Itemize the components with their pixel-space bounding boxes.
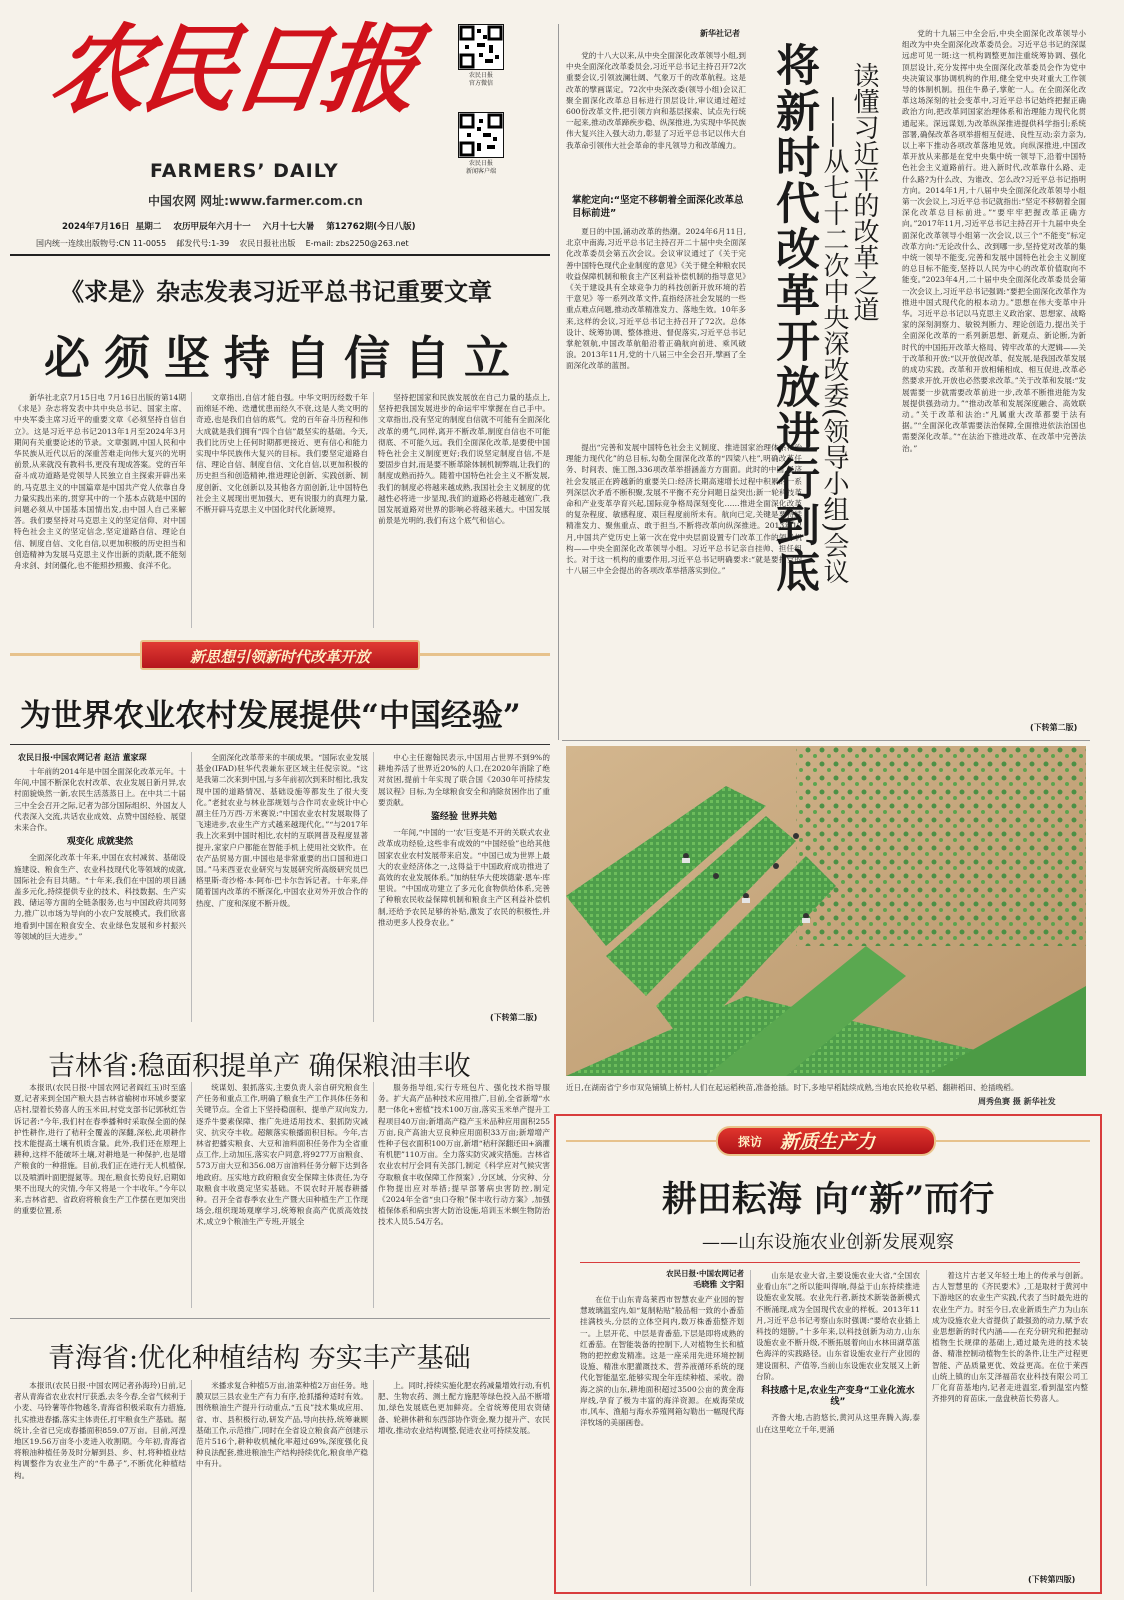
jilin-column-3: 服务指导组,实行专班包片、强化技术指导服务。扩大高产品种技术应用推广,目前,全省新增“水肥一体化+密植”技术100万亩,落实玉米单产提升工程项目40万亩;新增高产稳产玉米品种应用面积255万亩,良产高油大豆良种应用面积33万亩;新增增产性种子包衣面积100万亩,新增“秸秆深翻还田+滴灌有机肥”110万亩。全力落实防灾减灾措施。吉林省农业农村厅会同有关部门,制定《科学应对气候灾害夺取粮食丰收保障工作预案》,分区域、分灾种、分作物提出应对举措;提早部署病虫害防控,制定《2024年全省“虫口夺粮”保丰收行动方案》,加强植保体系和病虫害大防治设施,培训玉米螟生物防治技术人员5.54万名。 [378, 1083, 550, 1227]
world-subhead-2: 鉴经验 世界共勉 [430, 812, 498, 823]
date-line: 2024年7月16日 星期二 农历甲辰年六月十一 六月十七大暑 第12762期(今日八版) [62, 222, 416, 232]
qr-label-wechat: 农民日报 官方微信 [468, 72, 493, 87]
info-line: 国内统一连续出版物号:CN 11-0055 邮发代号:1-39 农民日报社出版 E-mail: zbs2250@263.net [36, 239, 409, 248]
qinghai-column-3: 上。同时,持续实施化肥农药减量增效行动,有机肥、生物农药、测土配方施肥等绿色投入品不断增加,绿色发展底色更加鲜亮。全省统筹使用农资储备、轮耕休耕和东西部协作资金,聚力提升产、农民增收,推动农业结构调整,促进农业可持续发展。 [378, 1381, 550, 1435]
photo-caption: 近日,在湖南省宁乡市双凫铺镇上桥村,人们在起运稻秧苗,准备抢插。时下,多地早稻陆续成熟,当地农民抢收早稻、翻耕稻田、抢插晚稻。 [566, 1083, 1019, 1092]
photo-credit: 周秀鱼赛 摄 新华社发 [978, 1097, 1056, 1106]
reform-column-3: 党的十九届三中全会后,中央全面深化改革领导小组改为中央全面深化改革委员会。习近平总书记的深谋远虑可见一斑:这一机构调整更加注重统筹协调、强化顶层设计,充分发挥中央全面深化改革委员会作为党中央决策议事协调机构的作用,健全党中央对重大工作领导的体制机制。扭住牛鼻子,掌舵一人。在全面深化改革这场深刻的社会变革中,习近平总书记始终把握正确政治方向,把改革同国家治理体系和治理能力现代化贯通起来。深远谋划,为改革纵深推进提供科学指引;系统部署,确保改革各项举措相互促进、良性互动;亲力亲为,以上率下推动各项改革落地见效。向纵深推进,中国改革开放从来都是在党中央集中统一领导下,沿着中国特色社会主义道路前行。进入新时代,改革靠什么路、走什么路?为什么改、为谁改、怎么改?习近平总书记指明方向。2014年1月,十八届中央全面深化改革领导小组第一次会议上,习近平总书记就指出:“坚定不移朝着全面深化改革总目标前进。”“要牢牢把握改革正确方向。”2017年11月,习近平总书记主持召开十九届中央全面深化改革领导小组第一次会议,以三个“不能变”标定改革方向:“无论改什么、改到哪一步,坚持党对改革的集中统一领导不能变,完善和发展中国特色社会主义制度的总目标不能变,坚持以人民为中心的改革价值取向不能变。”2023年4月,二十届中央全面深化改革委员会第一次会议上,习近平总书记强调:“要把全面深化改革作为推进中国式现代化的根本动力。”思想在伟大变革中升华。习近平总书记以马克思主义政治家、思想家、战略家的深刻洞察力、敏锐判断力、理论创造力,提出关于全面深化改革的一系列新思想、新观点、新论断,为新时代的中国拓开改革大格局、铸牢改革的大逻辑——关于改革和开放:“以开放促改革、促发展,是我国改革发展的成功实践。改革和开放相辅相成、相互促进,改革必然要求开放,开放也必然要求改革。”关于改革和发展:“发展需要一步就需要改革前进一步,改革不断推进能为发展提供强劲动力。”“推动改革和发展深度融合、高效联动。”关于改革和法治:“凡属重大改革都要于法有据。”“全面深化改革需要法治保障,全面推进依法治国也需要深化改革。”“在法治下推进改革、在改革中完善法治。” [902, 29, 1086, 453]
tanfang-ribbon [566, 1124, 1090, 1158]
tanfang-byline [584, 1268, 744, 1290]
tanfang-headline: 耕田耘海 向“新”而行 [661, 1179, 995, 1220]
jilin-headline: 吉林省:稳面积提单产 确保粮油丰收 [48, 1051, 471, 1082]
lead-column-1: 新华社北京7月15日电 7月16日出版的第14期《求是》杂志将发表中共中央总书记、国家主席、中央军委主席习近平的重要文章《必须坚持自信自立》。这是习近平总书记2013年1月至2024年3月期间有关重要论述的节录。文章强调,中国人民和中华民族从近代以后的深重苦难走向伟大复兴的光明前景,从来就没有教科书,更没有现成答案。党的百年奋斗成功道路是党领导人民独立自主探索开辟出来的,马克思主义的中国篇章是中国共产党人依靠自身力量实践出来的,贯穿其中的一个基本点就是中国的问题必须从中国基本国情出发,由中国人自己来解答。我们要坚持对马克思主义的坚定信仰、对中国特色社会主义的坚定信念,坚定道路自信、理论自信、制度自信、文化自信,以更加积极的历史担当和创造精神为发展马克思主义作出新的贡献,既不能刻舟求剑、封闭僵化,也不能照抄照搬、食洋不化。 [14, 393, 186, 571]
tanfang-column-1: 在位于山东青岛莱西市智慧农业产业园的智慧玻璃温室内,如“复制粘贴”般品相一致的小番茄挂满枝头,分层的立体空间内,数万株番茄整齐划一。上层开花、中层是青番茄,下层是即将成熟的红番茄。在智能装备的控制下,人对植物生长和植物的把控愈发精准。这是一座采用先进环境控制设施、精准水肥灌溉技术、营养液循环系统的现代化智能温室,能够实现全年连续种植、采收。渤海之滨的山东,耕地面积超过3500公亩的黄金海岸线,孕育了极为丰富的海洋资源。在威海荣成市,风车、渔船与海水养殖网箱勾勒出一幅现代海洋牧场的美丽画卷。 [580, 1295, 744, 1428]
tanfang-column-2: 山东是农业大省,主要设施农业大省,“全国农业看山东”之所以能叫得响,得益于山东持续推进设施农业发展。农业先行者,新技术新装备新模式不断涌现,成为全国现代农业的样板。2013年11月,习近平总书记考察山东时强调:“要给农业插上科技的翅膀。”十多年来,以科技创新为动力,山东设施农业不断升级,不断拓展着向山水林田湖草蓝色海洋的实践路径。山东省设施农业行产业园的建设面积、产值等,当前山东设施农业发展又上新台阶。 科技感十足,农业生产变身“工业化流水线” 齐鲁大地,古韵悠长,黄河从这里奔腾入海,泰山在这里屹立千年,更涌 [756, 1271, 920, 1434]
world-headline: 为世界农业农村发展提供“中国经验” [20, 698, 521, 734]
tanfang-column-3: 着这片古老又年轻土地上的传承与创新。古人智慧里的《齐民要术》,工是取材于黄河中下游地区的农业生产实践,代表了当时最先进的农业生产力。时至今日,农业新质生产力为山东成为设施农业大省提供了最强劲的动力,赋予农业思想新的时代内涵——在充分研究和把握动植物生长规律的基础上,通过最先进的技术装备、精准控制动植物生长的条件,让生产过程更智能、产品质量更优、效益更高。在位于莱西山统上镇的山东艾泽福苗农业科技有限公司工厂化育苗基地内,记者走进温室,看到温室内整齐排列的育苗床,一盘盘秧苗长势喜人。 [932, 1271, 1088, 1404]
reform-byline: 新华社记者 [700, 29, 740, 38]
lead-column-2: 文章指出,自信才能自强。中华文明历经数千年而绵延不绝、迭遭忧患而经久不衰,这是人类文明的奇迹,也是我们自信的底气。党的百年奋斗历程和伟大成就是我们拥有“四个自信”最坚实的基础。今天,我们比历史上任何时期都更接近、更有信心和能力实现中华民族伟大复兴的目标。我们要坚定道路自信、理论自信、制度自信、文化自信,以更加积极的历史担当和创造精神,推进理论创新、实践创新、制度创新、文化创新以及其他各方面创新,让中国特色社会主义展现出更加强大、更有说服力的真理力量,不断开辟马克思主义中国化时代化新境界。 [196, 393, 368, 515]
tanfang-byline-names: 毛晓雅 文宇阳 [693, 1280, 744, 1289]
tanfang-ribbon-large: 新质生产力 [780, 1131, 876, 1153]
banner-text: 新思想引领新时代改革开放 [189, 648, 370, 666]
reform-column-1b: 夏日的中国,涌动改革的热潮。2024年6月11日,北京中南海,习近平总书记主持召开二十届中央全面深化改革委员会第五次会议。会议审议通过了《关于完善中国特色现代企业制度的意见》《关于健全种粮农民收益保障机制和粮食主产区利益补偿机制的指导意见》《关于建设具有全球竞争力的科技创新开放环境的若干意见》等一系列改革文件,直指经济社会发展的一些重点难点问题,推动改革精准发力、落地生效。10年多来,这样的会议,习近平总书记主持召开了72次。总体设计、统筹协调、整体推进、督促落实,习近平总书记掌舵领航,中国改革航船沿着正确航向前进、乘风破浪。2013年11月,党的十八届三中全会召开,擘画了全面深化改革的蓝图。 [566, 227, 746, 371]
reform-deck-1: 读懂习近平的改革之道 [849, 62, 879, 322]
reform-deck-2: ——从七十二次中央深改委(领导小组)会议 [819, 96, 849, 585]
masthead-site: 中国农网 网址:www.farmer.com.cn [148, 194, 363, 208]
jilin-column-2: 统谋划、狠抓落实,主要负责人亲自研究粮食生产任务和重点工作,明确了粮食生产工作具体任务和关键节点。全省上下坚持稳面积、提单产双向发力,逐乔牛要素保障、推广先进适用技术、狠抓防灾减灾、抗灾夺丰收。超额落实粮播面积目标。今年,吉林省把播实粮食、大豆和油料面积任务作为全省重点工作,上动加压,落实农户同意,将9277万亩粮食、573万亩大豆和356.08万亩油料任务分解下达到各地政府。压实地方政府粮食安全保障主体责任,为夺取粮食丰收奠定坚实基础。不误农时开展春耕播种。召开全省春季农业生产暨大田种植生产工作现场会,组织现场观摩学习,统筹粮食高产优质高效技术,成立9个粮油生产专班,开展全 [196, 1083, 368, 1227]
qr-code-app[interactable] [458, 112, 504, 158]
masthead-title: 农民日报 [44, 13, 421, 126]
qinghai-headline: 青海省:优化种植结构 夯实丰产基础 [48, 1343, 471, 1374]
world-column-2: 全面深化改革带来的丰硕成果。“国际农业发展基金(IFAD)驻华代表兼东亚区域主任倪宗说。“这是我第二次来到中国,与多年前初次到来时相比,我发现中国的道路情况、基础设施等都发生了很大变化。”老挝农业与林业部规划与合作司农业统计中心副主任乃万西·万米赛说:“中国农业农村发展取得了飞速进步,农业生产方式越来越现代化。”“与2017年我上次来到中国时相比,农村的互联网普及程度显著提升,家家户户都能在智能手机上使用社交软件。在农产品贸易方面,中国也是非常重要的出口国和进口国。”马来西亚农业研究与发展研究所高级研究员巴格里斯·奇沙格·本·阿布·巴卡尔告诉记者。十年来,伴随着国内改革的不断深化,中国农业对外开放合作的热度、广度和深度不断升级。 [196, 753, 368, 908]
tanfang-byline-org: 农民日报·中国农网记者 [666, 1269, 744, 1278]
banner-ribbon [10, 640, 550, 670]
qr-code-wechat[interactable] [458, 24, 504, 70]
tanfang-subhead: ——山东设施农业创新发展观察 [702, 1232, 954, 1253]
qinghai-column-2: 米播求复合种植5万亩,油菜种植2万亩任务。地膜双层三县农业生产有力有序,抢抓播种适时有效。围绕粮油生产提升行动重点,“五良”技术集成应用、省、市、县积极行动,研发产品,导向扶持,统筹兼顾基础工作,示范推广,同时在全省设立粮食高产创建示范片516个,耕种收机械化率超过69%,深度强化良种良法配套,推进粮油生产结构持续优化,粮食单产稳中有升。 [196, 1381, 368, 1469]
paddy-field-photo [566, 746, 1086, 1076]
qr-label-app: 农民日报 新闻客户端 [465, 160, 496, 175]
reform-column-2: 提出“完善和发展中国特色社会主义制度、推进国家治理体系和治理能力现代化”的总目标,勾勒全面深化改革的“四梁八柱”,明确改革任务、时间表、施工图,336项改革举措涵盖方方面面。此时的中国,经济社会发展正在跨越新的重要关口:经济长期高速增长过程中积累的一系列深层次矛盾不断积聚,发展不平衡不充分问题日益突出;新一轮科技革命和产业变革孕育兴起,国际竞争格局深刻变化……推进全面深化改革的复杂程度、敏感程度、艰巨程度前所未有。航向已定,关键是要持续精准发力、聚焦重点、敢于担当,不断将改革向纵深推进。2013年12月,中国共产党历史上第一次在党中央层面设置专门改革工作的领导机构——中央全面深化改革领导小组。习近平总书记亲自挂帅、担任组长。对于这一机构的重要作用,习近平总书记明确要求:“就是要把党的十八届三中全会提出的各项改革举措落实到位。” [566, 443, 802, 576]
world-subhead-1: 观变化 成就斐然 [66, 837, 134, 848]
masthead [10, 8, 550, 248]
world-column-1: 十年前的2014年是中国全面深化改革元年。十年间,中国不断深化农村改革、农业发展日新月异,农村面貌焕然一新,农民生活蒸蒸日上。在中共二十届三中全会召开之际,记者为部分国际组织、外国友人代表深入交流,共话农业成效、点赞中国经验、展望未来合作。 观变化 成就斐然 全面深化改革十年来,中国在农村减贫、基础设施建设、粮食生产、农业科技现代化等领域的成就,国际社会有目共睹。“十年来,我们在中国的项目涵盖多元化,持续提供专业的技术、科技数据、生产实践、储运等方面的全链条服务,也与中国政府共同努力,推广以市场为导向的小农户发展模式。我们欣喜地看到中国在粮食安全、农业绿色发展和乡村振兴等领域的巨大进步。” [14, 767, 186, 941]
lead-column-3: 坚持把国家和民族发展放在自己力量的基点上,坚持把我国发展进步的命运牢牢掌握在自己手中。文章指出,没有坚定的制度自信就不可能有全面深化改革的勇气,同样,离开不断改革,制度自信也不可能彻底、不可能久远。我们全面深化改革,是要使中国特色社会主义制度更好;我们说坚定制度自信,不是要固步自封,而是要不断革除体制机制弊端,让我们的制度成熟而持久。随着中国特色社会主义不断发展,我们的制度必将越来越成熟,我国社会主义制度的优越性必将进一步显现,我们的道路必将越走越宽广,我国发展道路对世界的影响必将越来越大。中国发展前景是光明的,我们有这个底气和信心。 [378, 393, 550, 526]
lead-kicker: 《求是》杂志发表习近平总书记重要文章 [60, 277, 492, 306]
world-column-3: 中心主任谢翰民表示,中国用占世界不到9%的耕地养活了世界近20%的人口,在2020年消除了绝对贫困,提前十年实现了联合国《2030年可持续发展议程》目标,为全球粮食安全和消除贫困作出了重要贡献。 鉴经验 世界共勉 一年间,“中国的一‘农’巨变是不开的关联式农业改革成功经验,这些非有成效的“中国经验”也给其他国家农业农村发展带来启发。“中国已成为世界上最大的农业经济体之一,这得益于中国政府成功推进了高效的农业发展体系。”加纳驻华大使埃德蒙·恩车·库里说。“中国成功建立了多元化食物供给体系,完善了种粮农民收益保障机制和粮食主产区利益补偿机制,还给予农民足够的补贴,激发了农民的积极性,并推动更多人投身农业。” [378, 753, 550, 927]
reform-subhead-1: 掌舵定向:“坚定不移朝着全面深化改革总目标前进” [572, 195, 744, 219]
tanfang-next-page: (下转第四版) [1028, 1575, 1076, 1584]
jilin-column-1: 本报讯(农民日报·中国农网记者阎红玉)时至盛夏,记者来到全国产粮大县吉林省榆树市环城乡要家店村,望着长势喜人的玉米田,村党支部书记郭秋红告诉记者:“今年,我们村在春季播种时采取保全面的保护性耕作,进行了秸秆全覆盖的深翻,深松,此项耕作技术能提高土壤有机质含量。此外,我们还在原理上耕种,这样不能破坏土壤,对耕地是一种保护,也是增产粮食的一种措施。目前,我们正在进行无人机植保,以及喷洒叶面肥提氮等。现在,粮食长势良好,启期如果不出现大的灾情,今年又将是一个丰收年。”今年以来,吉林省把、省政府将粮食生产工作摆在更加突出的重要位置,系 [14, 1083, 186, 1216]
reform-headline: 将新时代改革开放进行到底 [768, 42, 819, 594]
reform-next-page: (下转第二版) [1030, 723, 1078, 732]
qinghai-column-1: 本报讯(农民日报·中国农网记者孙海玲)日前,记者从青海省农业农村厅获悉,去冬今春,全省气候利于小麦、马铃薯等作物越冬,青海省积极采取有力措施,扎实推进春播,落实主体责任,打牢粮食生产基础。据统计,全省已完成春播面积859.07万亩。目前,河湟地区19.56万亩冬小麦进入收割期。今年初,青海省将粮油种植任务及时分解到县、乡、村,将种植业结构调整作为农业生产的“牛鼻子”,不断优化种植结构。 [14, 1381, 186, 1480]
lead-headline: 必须坚持自信自立 [44, 331, 524, 385]
masthead-english: FARMERS’ DAILY [150, 160, 339, 182]
world-byline: 农民日报·中国农网记者 赵洁 董家琛 [18, 753, 147, 762]
reform-column-1: 党的十八大以来,从中央全面深化改革领导小组,到中央全面深化改革委员会,习近平总书记主持召开72次重要会议,引领波澜壮阔、气象万千的改革航程。这是改革的擘画谋定。72次中央深改委(领导小组)会议汇聚全面深化改革总目标进行顶层设计,审议通过超过600份改革文件,把引领方向和基层探索、试点先行统一起来,推动改革蹄疾步稳、纵深推进,为实现中华民族伟大复兴注入强大动力,彰显了习近平总书记以伟大自我革命引领伟大社会革命的非凡领导力和改革魄力。 [566, 51, 746, 150]
tanfang-subhead-1: 科技感十足,农业生产变身“工业化流水线” [761, 1386, 915, 1408]
tanfang-ribbon-small: 探访 [738, 1135, 763, 1149]
world-next-page: (下转第二版) [490, 1013, 538, 1022]
